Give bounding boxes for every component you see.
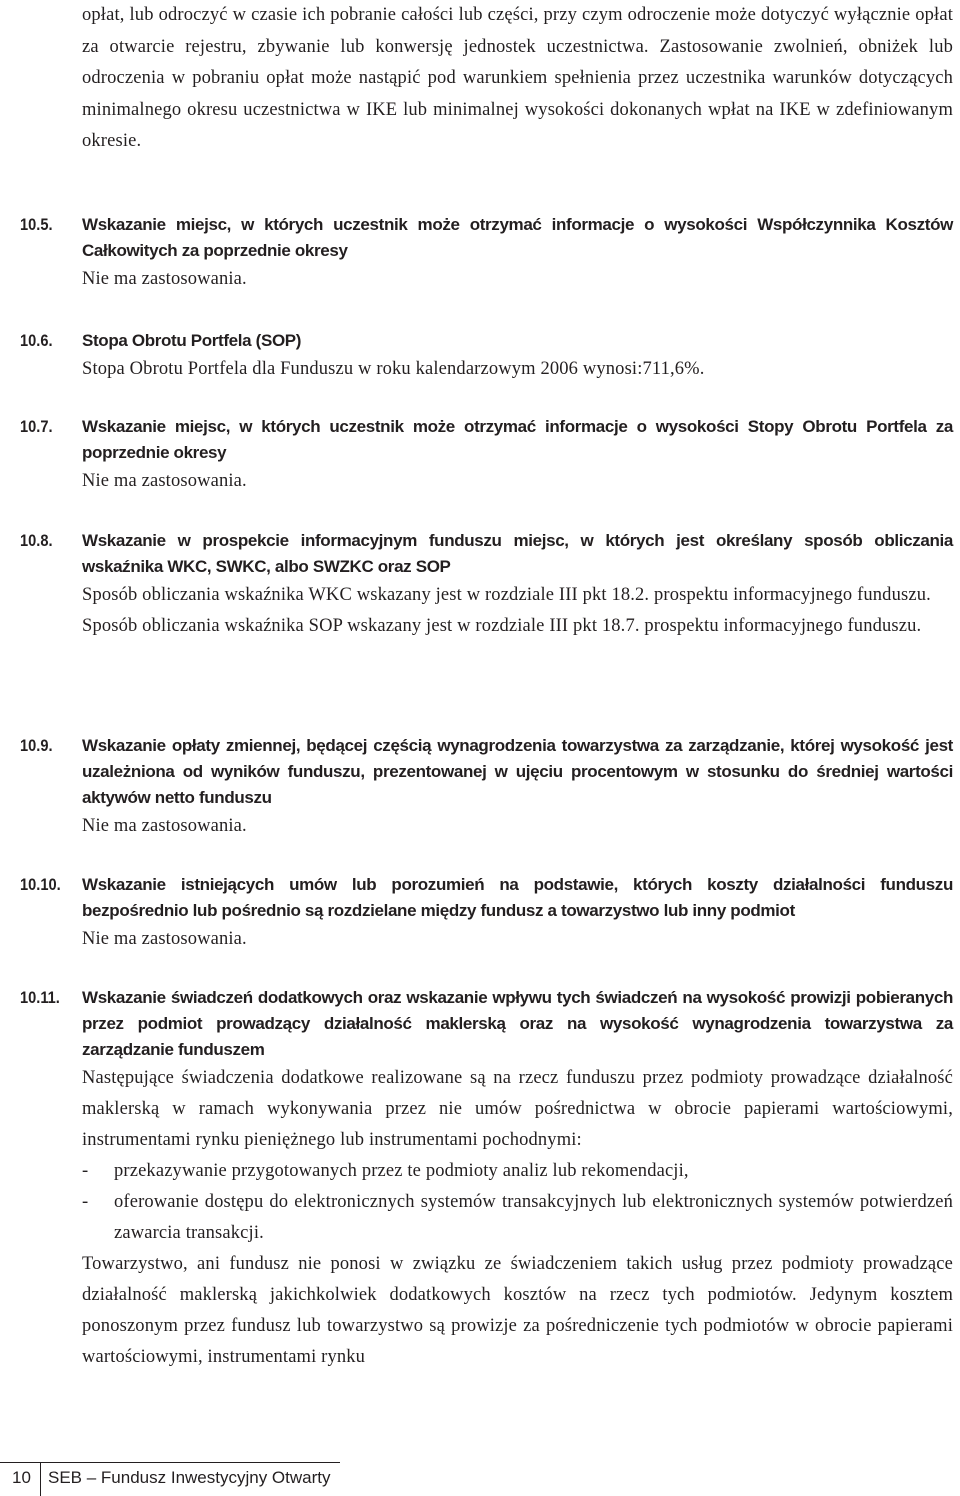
section-number: 10.11. <box>20 988 60 1007</box>
footer-rule <box>0 1462 340 1463</box>
section-title: Wskazanie świadczeń dodatkowych oraz wskazanie wpływu tych świadczeń na wysokość prowizji pobieranych przez podmiot prowadzący działalność maklerską oraz na wysokość wynagrodzenia towarzystwa za zarządzanie funduszem <box>82 988 953 1059</box>
footer-title: SEB – Fundusz Inwestycyjny Otwarty <box>48 1468 331 1487</box>
section-title: Wskazanie miejsc, w których uczestnik może otrzymać informacje o wysokości Stopy Obrotu Portfela za poprzednie okresy <box>82 417 953 462</box>
section-title: Wskazanie istniejących umów lub porozumień na podstawie, których koszty działalności funduszu bezpośrednio lub pośrednio są rozdzielane między fundusz a towarzystwo lub inny podmiot <box>82 875 953 920</box>
list-item-text: przekazywanie przygotowanych przez te podmioty analiz lub rekomendacji, <box>114 1161 689 1181</box>
intro-paragraph: opłat, lub odroczyć w czasie ich pobranie całości lub części, przy czym odroczenie może dotyczyć wyłącznie opłat za otwarcie rejestru, zbywanie lub konwersję jednostek uczestnictwa. Zastosowanie zwolnień, obniżek lub odroczenia w pobraniu opłat może nastąpić pod warunkiem spełnienia przez uczestnika warunków dotyczących minimalnego okresu uczestnictwa w IKE lub minimalnej wysokości dokonanych wpłat na IKE w zdefiniowanym okresie. <box>82 5 953 151</box>
section-title: Wskazanie opłaty zmiennej, będącej częścią wynagrodzenia towarzystwa za zarządzanie, której wysokość jest uzależniona od wyników funduszu, prezentowanej w ujęciu procentowym w stosunku do średniej wartości aktywów netto funduszu <box>82 736 953 807</box>
bullet-list <box>82 1156 953 1249</box>
bullet-marker: - <box>82 1161 89 1181</box>
section-title: Wskazanie w prospekcie informacyjnym funduszu miejsc, w których jest określany sposób obliczania wskaźnika WKC, SWKC, albo SWZKC oraz SOP <box>82 531 953 576</box>
section-number: 10.10. <box>20 875 61 894</box>
list-item-text: oferowanie dostępu do elektronicznych systemów transakcyjnych lub elektronicznych systemów potwierdzeń zawarcia transakcji. <box>114 1192 953 1243</box>
section-text: Nie ma zastosowania. <box>82 269 247 289</box>
bullet-marker: - <box>82 1192 89 1212</box>
section-text: Sposób obliczania wskaźnika SOP wskazany jest w rozdziale III pkt 18.7. prospektu informacyjnego funduszu. <box>82 616 922 636</box>
list-item <box>82 1187 953 1249</box>
section-text: Sposób obliczania wskaźnika WKC wskazany jest w rozdziale III pkt 18.2. prospektu informacyjnego funduszu. <box>82 585 931 605</box>
section-number: 10.5. <box>20 215 53 234</box>
section-text: Towarzystwo, ani fundusz nie ponosi w związku ze świadczeniem takich usług przez podmioty prowadzące działalność maklerską jakichkolwiek dodatkowych kosztów na rzecz tych podmiotów. Jedynym kosztem ponoszonym przez fundusz lub towarzystwo są prowizje za pośredniczenie tych podmiotów w obrocie papierami wartościowymi, instrumentami rynku <box>82 1254 953 1367</box>
page-number: 10 <box>12 1468 31 1487</box>
section-number: 10.7. <box>20 417 53 436</box>
section-number: 10.8. <box>20 531 53 550</box>
section-text: Nie ma zastosowania. <box>82 816 247 836</box>
section-title: Stopa Obrotu Portfela (SOP) <box>82 331 302 350</box>
list-item <box>82 1156 953 1187</box>
section-text: Następujące świadczenia dodatkowe realizowane są na rzecz funduszu przez podmioty prowadzące działalność maklerską w ramach wykonywania przez nie umów pośrednictwa w obrocie papierami wartościowymi, instrumentami rynku pieniężnego lub instrumentami pochodnymi: <box>82 1068 953 1150</box>
section-number: 10.6. <box>20 331 53 350</box>
section-title: Wskazanie miejsc, w których uczestnik może otrzymać informacje o wysokości Współczynnika Kosztów Całkowitych za poprzednie okresy <box>82 215 953 260</box>
section-number: 10.9. <box>20 736 53 755</box>
section-text: Stopa Obrotu Portfela dla Funduszu w roku kalendarzowym 2006 wynosi:711,6%. <box>82 359 705 379</box>
section-text: Nie ma zastosowania. <box>82 471 247 491</box>
footer-separator <box>40 1462 41 1496</box>
section-text: Nie ma zastosowania. <box>82 929 247 949</box>
